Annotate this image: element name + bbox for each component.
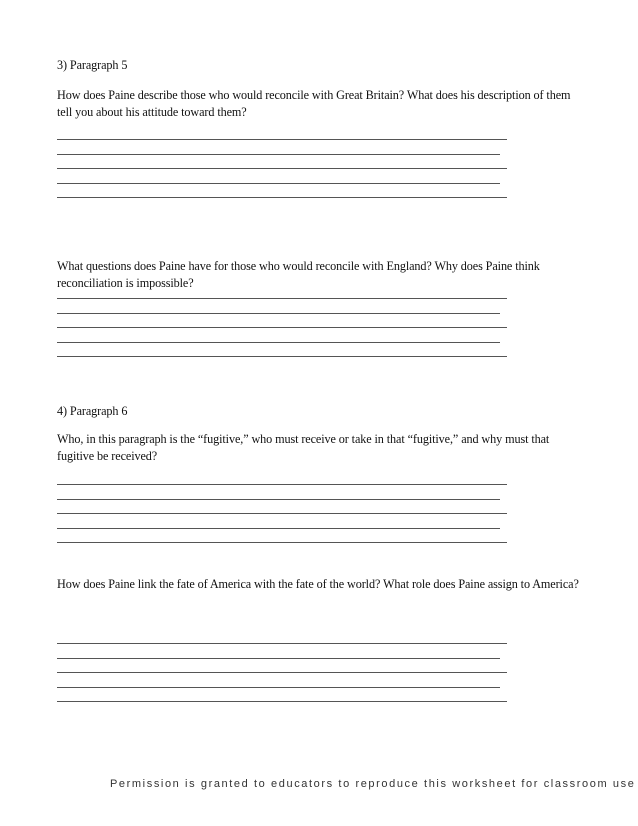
answer-line [57, 513, 507, 514]
answer-line [57, 499, 500, 500]
answer-line [57, 183, 500, 184]
answer-line [57, 484, 507, 485]
question-2: What questions does Paine have for those who would reconcile with England? Why does Paine think reconciliation is impossible? [57, 259, 540, 290]
answer-line [57, 701, 507, 702]
answer-lines-1 [57, 139, 507, 212]
answer-line [57, 356, 507, 357]
question-1: How does Paine describe those who would reconcile with Great Britain? What does his description of them tell you about his attitude toward them? [57, 88, 571, 119]
section-heading-paragraph-6: 4) Paragraph 6 [57, 404, 128, 418]
answer-line [57, 327, 507, 328]
answer-line [57, 658, 500, 659]
question-3: Who, in this paragraph is the “fugitive,” who must receive or take in that “fugitive,” and why must that fugitive be received? [57, 432, 550, 463]
section-heading-paragraph-5: 3) Paragraph 5 [57, 58, 128, 72]
answer-line [57, 643, 507, 644]
answer-line [57, 672, 507, 673]
question-4: How does Paine link the fate of America with the fate of the world? What role does Paine assign to America? [57, 577, 579, 591]
answer-line [57, 197, 507, 198]
answer-line [57, 298, 507, 299]
answer-line [57, 313, 500, 314]
answer-line [57, 154, 500, 155]
answer-line [57, 168, 507, 169]
answer-line [57, 542, 507, 543]
answer-line [57, 342, 500, 343]
answer-lines-2 [57, 298, 507, 371]
answer-line [57, 687, 500, 688]
footer-permission-note: Permission is granted to educators to reproduce this worksheet for classroom use [110, 778, 636, 790]
answer-line [57, 528, 500, 529]
answer-lines-4 [57, 643, 507, 716]
answer-line [57, 139, 507, 140]
answer-lines-3 [57, 484, 507, 557]
